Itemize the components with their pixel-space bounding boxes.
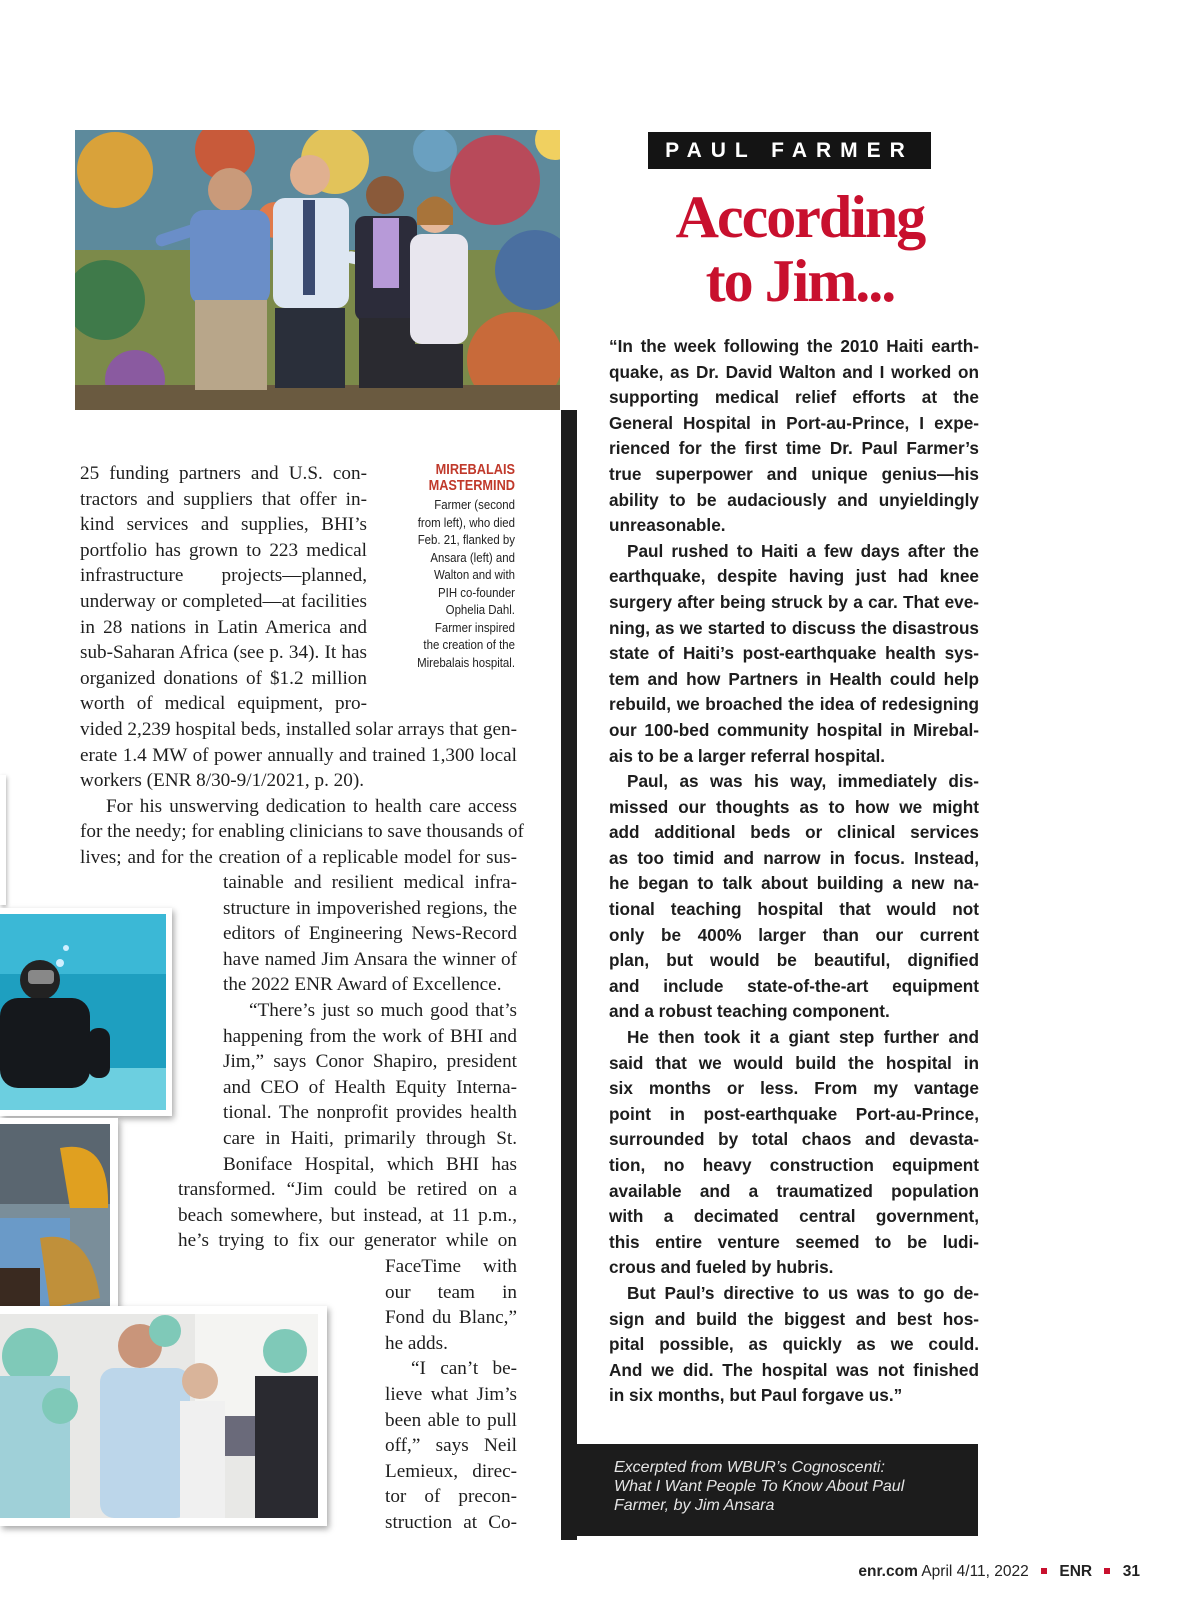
credit-line: Excerpted from WBUR’s Cognoscenti:: [614, 1459, 885, 1476]
body-line: been able to pull: [385, 1409, 517, 1431]
body-line: care in Haiti, primarily through St.: [223, 1127, 517, 1149]
quote-line: he began to talk about building a new na-: [609, 873, 979, 894]
body-line: vided 2,239 hospital beds, installed solar arrays that gen-: [80, 719, 517, 740]
page-number: 31: [1122, 1563, 1140, 1580]
quote-line: true superpower and unique genius—his: [609, 463, 979, 484]
quote-line: only be 400% larger than our current: [609, 924, 979, 945]
body-line: the 2022 ENR Award of Excellence.: [223, 974, 502, 996]
quote-line: this entire venture seemed to be ludi-: [609, 1231, 979, 1252]
photo-diver-image: [0, 908, 172, 1116]
quote-line: tion, no heavy construction equipment: [609, 1155, 979, 1175]
body-line: kind services and supplies, BHI’s: [80, 514, 367, 536]
body-line: erate 1.4 MW of power annually and trained 1,300 local: [80, 744, 517, 766]
photo-hospital-staff: [0, 1306, 327, 1526]
body-text-full: [80, 717, 524, 871]
caption-title-line: MIREBALAIS: [435, 461, 515, 478]
quote-line: and include state-of-the-art equipment: [609, 975, 979, 996]
body-line: tor of precon-: [385, 1486, 517, 1508]
quote-line: surgery after being struck by a car. That eve-: [609, 591, 979, 612]
quote-line: And we did. The hospital was not finished: [609, 1359, 979, 1380]
credit-line: What I Want People To Know About Paul: [614, 1478, 905, 1495]
body-line: Boniface Hospital, which BHI has: [223, 1153, 517, 1175]
quote-line: tional teaching hospital that would not: [609, 899, 979, 920]
caption-line: Ansara (left) and: [430, 549, 515, 565]
caption-line: PIH co-founder: [438, 584, 515, 600]
body-line: and CEO of Health Equity Interna-: [223, 1076, 517, 1098]
quote-line: point in post-earthquake Port-au-Prince,: [609, 1103, 979, 1124]
body-line: FaceTime with: [385, 1256, 517, 1277]
body-line: Jim,” says Conor Shapiro, president: [223, 1051, 517, 1073]
footer-date: April 4/11, 2022: [921, 1563, 1029, 1580]
body-line: he’s trying to fix our generator while on: [178, 1230, 517, 1252]
headline-line: According: [675, 184, 925, 250]
caption-line: the creation of the: [423, 637, 515, 652]
quote-line: state of Haiti’s post-earthquake health sys-: [609, 643, 979, 664]
quote-line: plan, but would be beautiful, dignified: [609, 950, 979, 971]
quote-line: rienced for the first time Dr. Paul Farmer’s: [609, 438, 979, 459]
quote-line: our 100-bed community hospital in Mirebal-: [609, 719, 979, 740]
quote-line: unreasonable.: [609, 515, 726, 536]
quote-line: available and a traumatized population: [609, 1180, 979, 1201]
column-divider: [561, 410, 577, 1540]
body-line: Lemieux, direc-: [385, 1460, 517, 1482]
caption-line: Walton and with: [434, 567, 515, 582]
caption-line: Ophelia Dahl.: [445, 602, 515, 617]
quote-line: tem and how Partners in Health could help: [609, 668, 979, 689]
quote-line: crous and fueled by hubris.: [609, 1257, 834, 1278]
quote-line: in six months, but Paul forgave us.”: [609, 1385, 903, 1406]
photo-diver: [0, 908, 172, 1116]
caption-line: Feb. 21, flanked by: [417, 532, 515, 547]
body-line: workers (ENR 8/30-9/1/2021, p. 20).: [80, 770, 365, 792]
headline: [600, 185, 1000, 313]
body-line: in 28 nations in Latin America and: [80, 616, 367, 638]
quote-text: [609, 334, 979, 1409]
body-line: lives; and for the creation of a replicable model for sus-: [80, 846, 517, 868]
body-line: have named Jim Ansara the winner of: [223, 948, 517, 970]
body-line: lieve what Jim’s: [385, 1383, 517, 1405]
body-text-narrow: [385, 1254, 517, 1536]
body-line: for the needy; for enabling clinicians to save thousands of: [80, 821, 524, 843]
quote-line: rebuild, we broached the idea of redesigning: [609, 694, 979, 715]
quote-line: ability to be audaciously and unyieldingly: [609, 489, 979, 510]
body-line: Fond du Blanc,”: [385, 1307, 517, 1329]
quote-line: ais to be a larger referral hospital.: [609, 745, 886, 766]
body-line: sub-Saharan Africa (see p. 34). It has: [80, 642, 367, 664]
body-line: beach somewhere, but instead, at 11 p.m.,: [178, 1204, 517, 1226]
quote-line: earthquake, despite having just had knee: [609, 566, 979, 587]
quote-line: But Paul’s directive to us was to go de-: [627, 1282, 979, 1303]
body-line: structure in impoverished regions, the: [223, 897, 517, 919]
quote-line: Paul, as was his way, immediately dis-: [627, 771, 979, 792]
quote-line: surrounded by total chaos and devasta-: [609, 1129, 979, 1150]
caption-line: Farmer (second: [434, 497, 515, 512]
caption-line: from left), who died: [417, 514, 515, 530]
body-line: underway or completed—at facilities: [80, 590, 367, 612]
body-line: editors of Engineering News-Record: [223, 923, 517, 945]
caption-title-line: MASTERMIND: [428, 477, 515, 494]
quote-line: He then took it a giant step further and: [627, 1027, 979, 1048]
body-line: infrastructure projects—planned,: [80, 565, 367, 587]
quote-line: “In the week following the 2010 Haiti earth-: [609, 336, 979, 356]
body-text-wide: [178, 1177, 517, 1254]
body-line: he adds.: [385, 1332, 448, 1354]
quote-line: sign and build the biggest and best hos-: [609, 1308, 979, 1329]
footer-url: enr.com: [858, 1563, 918, 1580]
body-line: tainable and resilient medical infra-: [223, 872, 517, 893]
photo-construction-worker: [0, 1118, 118, 1323]
body-line: off,” says Neil: [385, 1435, 517, 1457]
body-text-mid: [223, 870, 517, 1177]
quote-line: with a decimated central government,: [609, 1206, 979, 1227]
quote-line: missed our thoughts as to how we might: [609, 796, 979, 817]
headline-line: to Jim...: [705, 248, 895, 314]
body-line: worth of medical equipment, pro-: [80, 693, 367, 715]
photo-farmer-group: [75, 130, 560, 410]
caption-line: Mirebalais hospital.: [417, 654, 515, 670]
body-line: “There’s just so much good that’s: [249, 999, 517, 1021]
photo-edge-partial: [0, 775, 6, 905]
body-line: tractors and suppliers that offer in-: [80, 488, 367, 510]
body-line: transformed. “Jim could be retired on a: [178, 1179, 517, 1200]
caption-body: [401, 496, 515, 671]
quote-line: ning, as we started to discuss the disastrous: [609, 617, 979, 638]
photo-caption: [385, 462, 515, 671]
photo-hospital-image: [0, 1306, 327, 1526]
footer-magazine: ENR: [1059, 1563, 1093, 1580]
quote-line: and a robust teaching component.: [609, 1001, 890, 1022]
quote-line: six months or less. From my vantage: [609, 1078, 979, 1099]
quote-line: add additional beds or clinical services: [609, 822, 979, 843]
body-text-top: [80, 461, 367, 717]
photo-worker-image: [0, 1118, 118, 1323]
quote-line: as too timid and narrow in focus. Instead,: [609, 847, 979, 868]
quote-line: pital possible, as quickly as we could.: [609, 1334, 979, 1355]
body-line: struction at Co-: [385, 1511, 517, 1533]
body-line: “I can’t be-: [411, 1358, 517, 1380]
photo-farmer-group-image: [75, 130, 560, 410]
quote-line: General Hospital in Port-au-Prince, I expe-: [609, 412, 979, 433]
credit-text: [614, 1458, 944, 1515]
quote-line: Paul rushed to Haiti a few days after the: [627, 540, 979, 561]
footer-separator-icon: [1041, 1568, 1047, 1574]
quote-line: said that we would build the hospital in: [609, 1052, 979, 1073]
body-line: happening from the work of BHI and: [223, 1025, 517, 1047]
body-line: organized donations of $1.2 million: [80, 667, 367, 689]
body-line: For his unswerving dedication to health care access: [106, 795, 517, 817]
body-line: tional. The nonprofit provides health: [223, 1102, 517, 1124]
body-line: our team in: [385, 1281, 517, 1303]
quote-line: quake, as Dr. David Walton and I worked on: [609, 361, 979, 382]
page-footer: [858, 1563, 1140, 1581]
body-line: portfolio has grown to 223 medical: [80, 539, 367, 561]
credit-line: Farmer, by Jim Ansara: [614, 1497, 775, 1514]
quote-line: supporting medical relief efforts at the: [609, 387, 979, 408]
section-tag: PAUL FARMER: [648, 132, 931, 169]
body-line: 25 funding partners and U.S. con-: [80, 463, 367, 484]
footer-separator-icon: [1104, 1568, 1110, 1574]
caption-line: Farmer inspired: [434, 619, 515, 635]
